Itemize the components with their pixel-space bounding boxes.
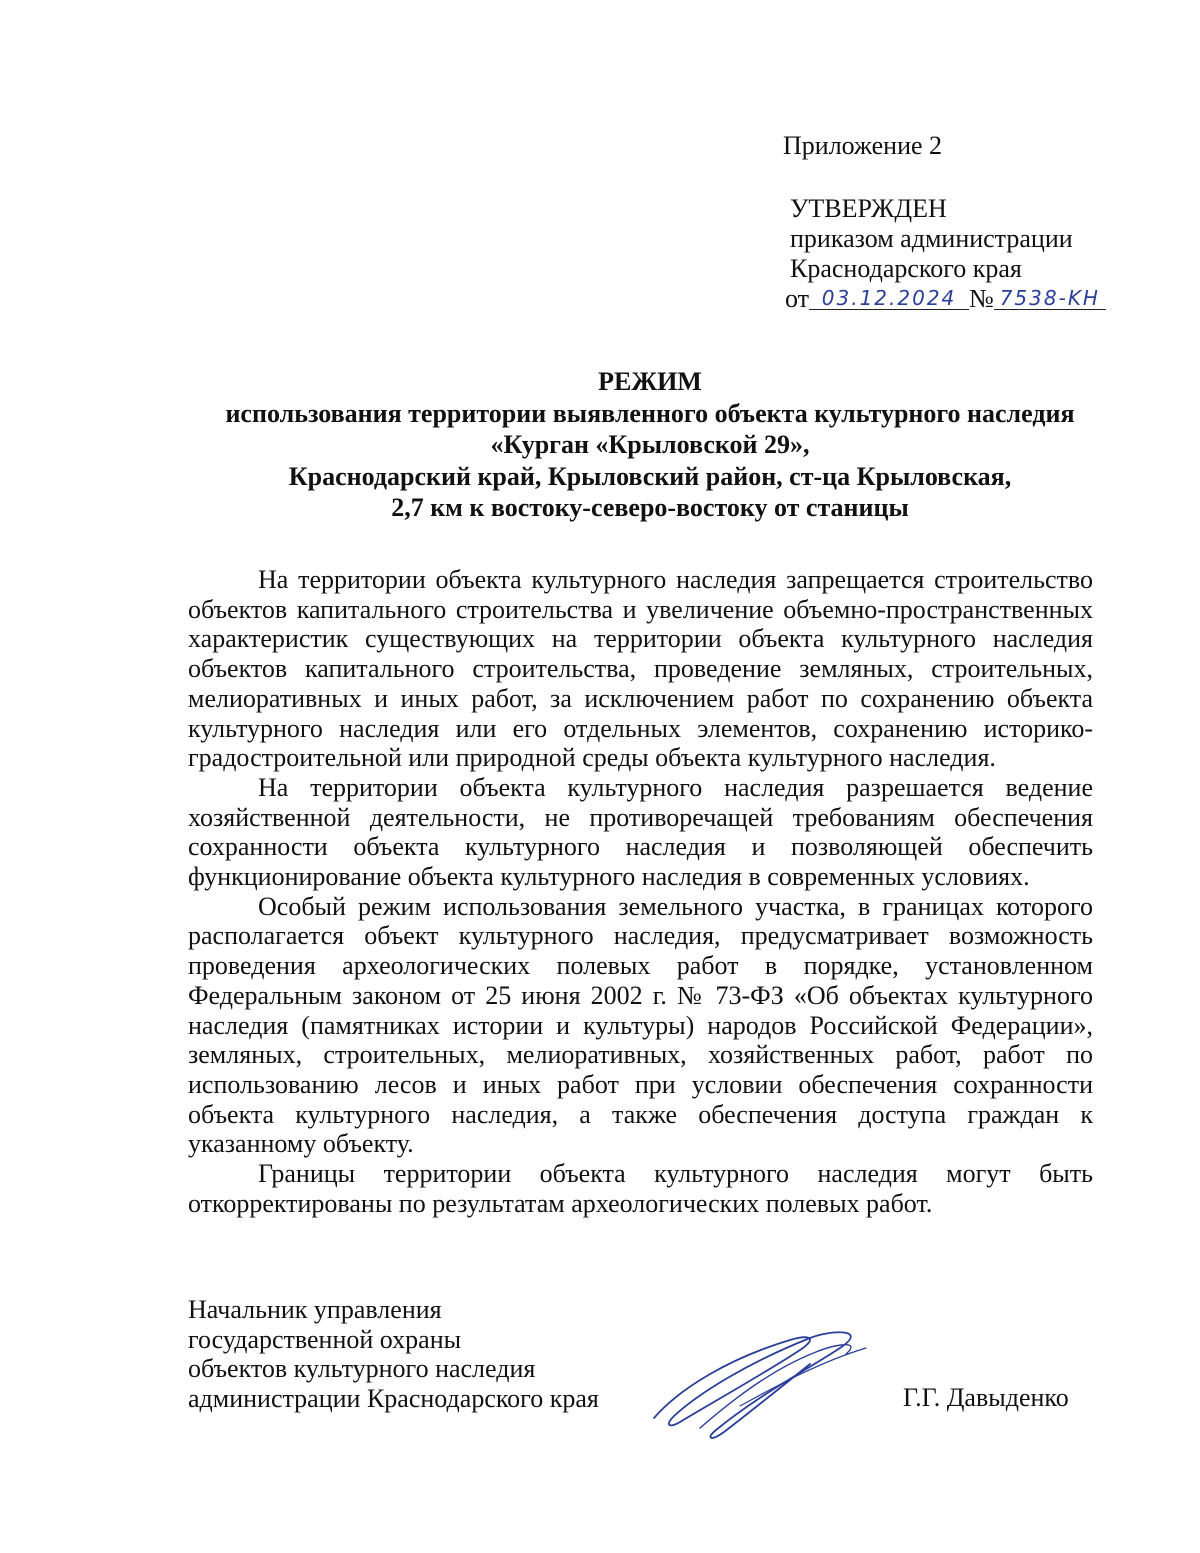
approval-date-value: 03.12.2024 — [809, 287, 969, 310]
number-prefix: № — [969, 284, 994, 313]
approval-line-2: приказом администрации — [790, 224, 1073, 253]
title-line-3: Краснодарский край, Крыловский район, ст-ца Крыловская, — [288, 461, 1012, 491]
paragraph-boundaries: Границы территории объекта культурного наследия могут быть откорректированы по результатам археологических полевых работ. — [188, 1159, 1093, 1218]
paragraph-special-regime: Особый режим использования земельного участка, в границах которого располагается объект культурного наследия, предусматривает возможность проведения археологических полевых работ в порядке, установленном Федеральным законом от 25 июня 2002 г. № 73-ФЗ «Об объектах культурного наследия (памятниках истории и культуры) народов Российской Федерации», земляных, строительных, мелиоративных, хозяйственных работ, работ по использованию лесов и иных работ при условии обеспечения сохранности объекта культурного наследия, а также обеспечения доступа граждан к указанному объекту. — [188, 891, 1093, 1159]
approval-line-3: Краснодарского края — [790, 254, 1022, 283]
approval-block — [785, 194, 1106, 314]
signer-line-1: Начальник управления — [188, 1295, 442, 1324]
signer-line-4: администрации Краснодарского края — [188, 1383, 599, 1413]
approval-number-value: 7538-KH — [994, 287, 1106, 310]
signer-line-2: государственной охраны — [188, 1324, 462, 1354]
approval-date-line — [785, 284, 1106, 314]
annex-label: Приложение 2 — [783, 131, 943, 160]
document-body — [188, 565, 1093, 1218]
title-line-2: «Курган «Крыловской 29», — [490, 430, 810, 459]
signer-name: Г.Г. Давыденко — [903, 1383, 1069, 1412]
signer-line-3: объектов культурного наследия — [188, 1354, 536, 1383]
approval-line-1: УТВЕРЖДЕН — [790, 194, 947, 223]
paragraph-prohibitions: На территории объекта культурного наследия запрещается строительство объектов капитального строительства и увеличение объемно-пространственных характеристик существующих на территории объекта культурного наследия объектов капитального строительства, проведение земляных, строительных, мелиоративных и иных работ, за исключением работ по сохранению объекта культурного наследия или его отдельных элементов, сохранению историко-градостроительной или природной среды объекта культурного наследия. — [188, 565, 1093, 773]
handwritten-signature — [640, 1318, 880, 1448]
signer-position — [188, 1295, 599, 1413]
title-line-4: 2,7 км к востоку-северо-востоку от станицы — [391, 493, 909, 522]
document-title — [150, 366, 1150, 524]
title-heading: РЕЖИМ — [598, 367, 702, 396]
date-prefix: от — [785, 284, 810, 313]
title-line-1: использования территории выявленного объекта культурного наследия — [225, 398, 1075, 428]
paragraph-permitted-activity: На территории объекта культурного наследия разрешается ведение хозяйственной деятельности, не противоречащей требованиям обеспечения сохранности объекта культурного наследия и позволяющей обеспечить функционирование объекта культурного наследия в современных условиях. — [188, 772, 1093, 892]
